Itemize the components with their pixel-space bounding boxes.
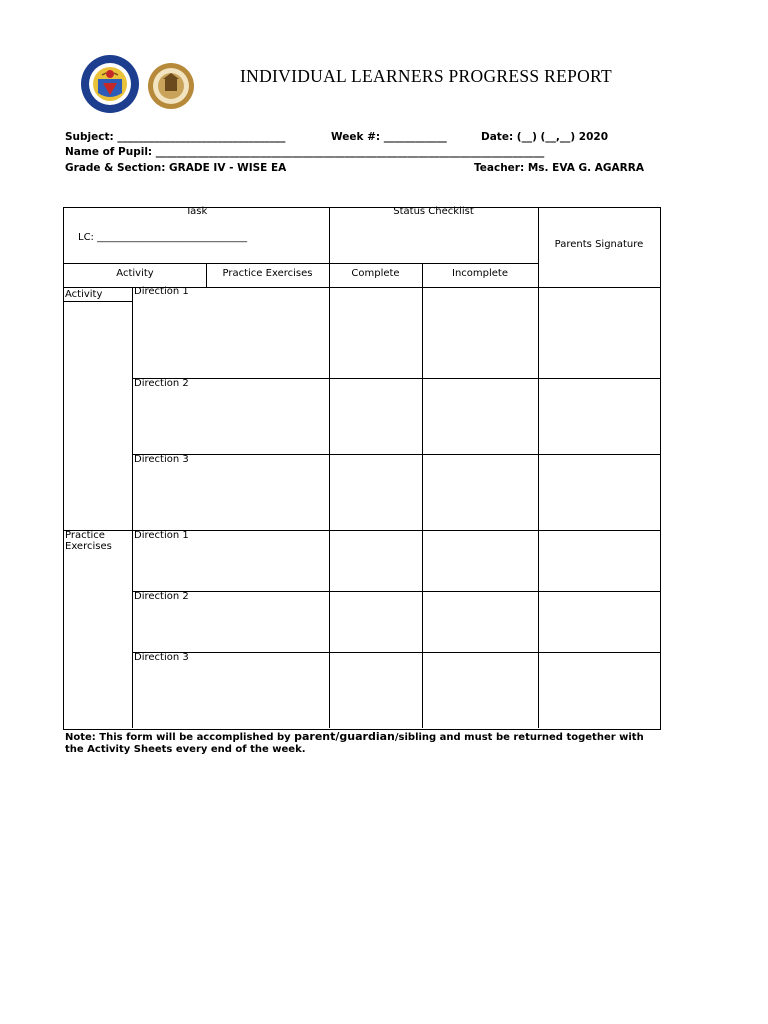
- week-field: Week #: ____________: [331, 131, 447, 143]
- task-header: Task: [185, 206, 208, 217]
- deped-seal-logo: [76, 53, 144, 119]
- page-title: INDIVIDUAL LEARNERS PROGRESS REPORT: [240, 66, 612, 86]
- activity-group-label: Activity: [65, 289, 103, 300]
- table-row: Direction 1: [134, 530, 189, 541]
- practice-exercises-column-header: Practice Exercises: [222, 268, 313, 279]
- note-emphasis: parent/guardian: [294, 730, 395, 743]
- pupil-name-field: Name of Pupil: __________________________________________________________________________: [65, 146, 545, 158]
- table-row: Direction 2: [134, 591, 189, 602]
- teacher-field: Teacher: Ms. EVA G. AGARRA: [474, 162, 644, 174]
- incomplete-column-header: Incomplete: [452, 268, 508, 279]
- table-row: Direction 3: [134, 652, 189, 663]
- practice-group-label-line1: Practice: [65, 530, 105, 541]
- table-row: Direction 3: [134, 454, 189, 465]
- parents-signature-header: Parents Signature: [554, 239, 644, 250]
- note-suffix: /sibling and must be returned together with: [394, 732, 644, 743]
- table-row: Direction 1: [134, 286, 189, 297]
- school-seal-logo: [146, 62, 196, 114]
- note-prefix: Note: This form will be accomplished by: [65, 732, 295, 743]
- date-field: Date: (__) (__,__) 2020: [481, 131, 609, 143]
- grade-section-field: Grade & Section: GRADE IV - WISE EA: [65, 162, 287, 174]
- subject-field: Subject: ________________________________: [65, 131, 286, 143]
- practice-group-label-line2: Exercises: [65, 541, 112, 552]
- progress-table: [63, 207, 661, 730]
- footer-note: [65, 731, 665, 755]
- table-row: Direction 2: [134, 378, 189, 389]
- complete-column-header: Complete: [351, 268, 400, 279]
- lc-field: LC: ______________________________: [78, 232, 248, 243]
- status-checklist-header: Status Checklist: [393, 206, 474, 217]
- note-line2: the Activity Sheets every end of the week.: [65, 743, 306, 755]
- activity-column-header: Activity: [116, 268, 154, 279]
